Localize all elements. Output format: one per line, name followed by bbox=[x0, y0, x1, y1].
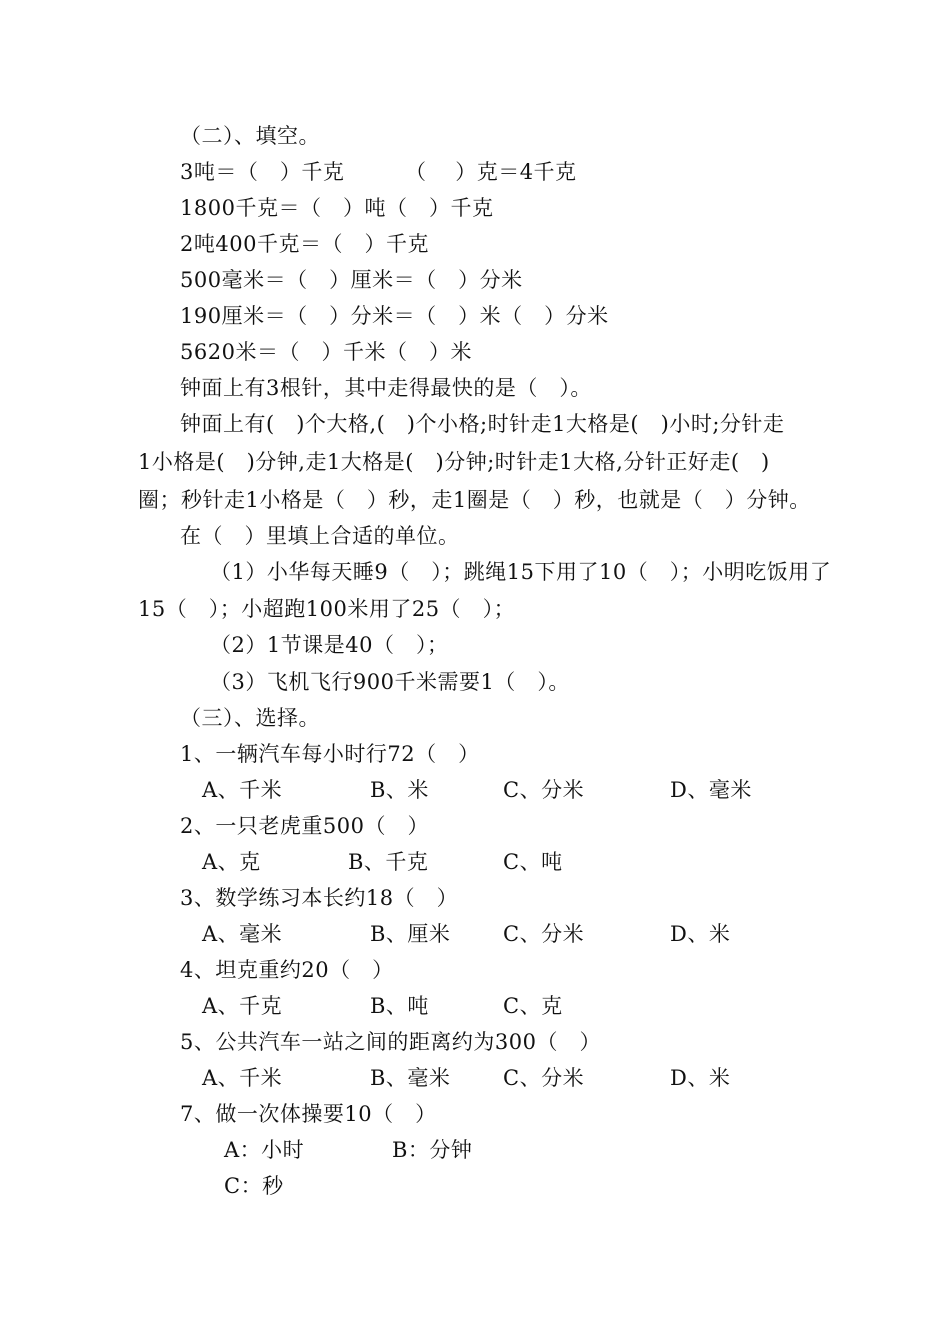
option: C、分米 bbox=[503, 1066, 585, 1090]
fill-line: 钟面上有3根针，其中走得最快的是（ ）。 bbox=[180, 376, 592, 400]
fill-line: 钟面上有( )个大格,( )个小格;时针走1大格是( )小时;分针走 bbox=[180, 412, 785, 436]
fill-line: 190厘米＝（ ）分米＝（ ）米（ ）分米 bbox=[180, 304, 609, 328]
fill-line: 500毫米＝（ ）厘米＝（ ）分米 bbox=[180, 268, 523, 292]
fill-line: （ ）克＝4千克 bbox=[405, 160, 577, 184]
fill-line: 2吨400千克＝（ ）千克 bbox=[180, 232, 429, 256]
question-stem: 5、公共汽车一站之间的距离约为300（ ） bbox=[180, 1030, 601, 1054]
fill-line: 在（ ）里填上合适的单位。 bbox=[180, 524, 460, 548]
fill-line: （3）飞机飞行900千米需要1（ ）。 bbox=[210, 670, 570, 694]
option: A、克 bbox=[202, 850, 261, 874]
section-heading-fill: （二）、填空。 bbox=[180, 124, 320, 148]
fill-line: （1）小华每天睡9（ ）；跳绳15下用了10（ ）；小明吃饭用了 bbox=[210, 560, 832, 584]
option: D、米 bbox=[670, 1066, 731, 1090]
question-stem: 4、坦克重约20（ ） bbox=[180, 958, 394, 982]
option: D、米 bbox=[670, 922, 731, 946]
question-stem: 7、做一次体操要10（ ） bbox=[180, 1102, 437, 1126]
option: B、千克 bbox=[348, 850, 429, 874]
fill-line: （2）1节课是40（ ）； bbox=[210, 633, 449, 657]
fill-line: 3吨＝（ ）千克 bbox=[180, 160, 345, 184]
option: B、毫米 bbox=[370, 1066, 451, 1090]
fill-line: 1800千克＝（ ）吨（ ）千克 bbox=[180, 196, 494, 220]
option: C、克 bbox=[503, 994, 563, 1018]
option: A、毫米 bbox=[202, 922, 283, 946]
option: C、吨 bbox=[503, 850, 563, 874]
option: B、吨 bbox=[370, 994, 429, 1018]
option: A：小时 bbox=[224, 1138, 305, 1162]
option: C、分米 bbox=[503, 778, 585, 802]
option: A、千米 bbox=[202, 778, 283, 802]
option: B：分钟 bbox=[392, 1138, 473, 1162]
option: B、米 bbox=[370, 778, 429, 802]
fill-line: 15（ ）；小超跑100米用了25（ ）； bbox=[138, 597, 516, 621]
option: C、分米 bbox=[503, 922, 585, 946]
fill-line: 圈；秒针走1小格是（ ）秒，走1圈是（ ）秒，也就是（ ）分钟。 bbox=[138, 488, 811, 512]
option: A、千米 bbox=[202, 1066, 283, 1090]
fill-line: 1小格是( )分钟,走1大格是( )分钟;时针走1大格,分针正好走( ) bbox=[138, 450, 770, 474]
question-stem: 1、一辆汽车每小时行72（ ） bbox=[180, 742, 480, 766]
option: B、厘米 bbox=[370, 922, 451, 946]
section-heading-choice: （三）、选择。 bbox=[180, 706, 320, 730]
question-stem: 2、一只老虎重500（ ） bbox=[180, 814, 429, 838]
question-stem: 3、数学练习本长约18（ ） bbox=[180, 886, 459, 910]
fill-line: 5620米＝（ ）千米（ ）米 bbox=[180, 340, 472, 364]
option: A、千克 bbox=[202, 994, 283, 1018]
option: D、毫米 bbox=[670, 778, 752, 802]
option: C：秒 bbox=[224, 1174, 284, 1198]
